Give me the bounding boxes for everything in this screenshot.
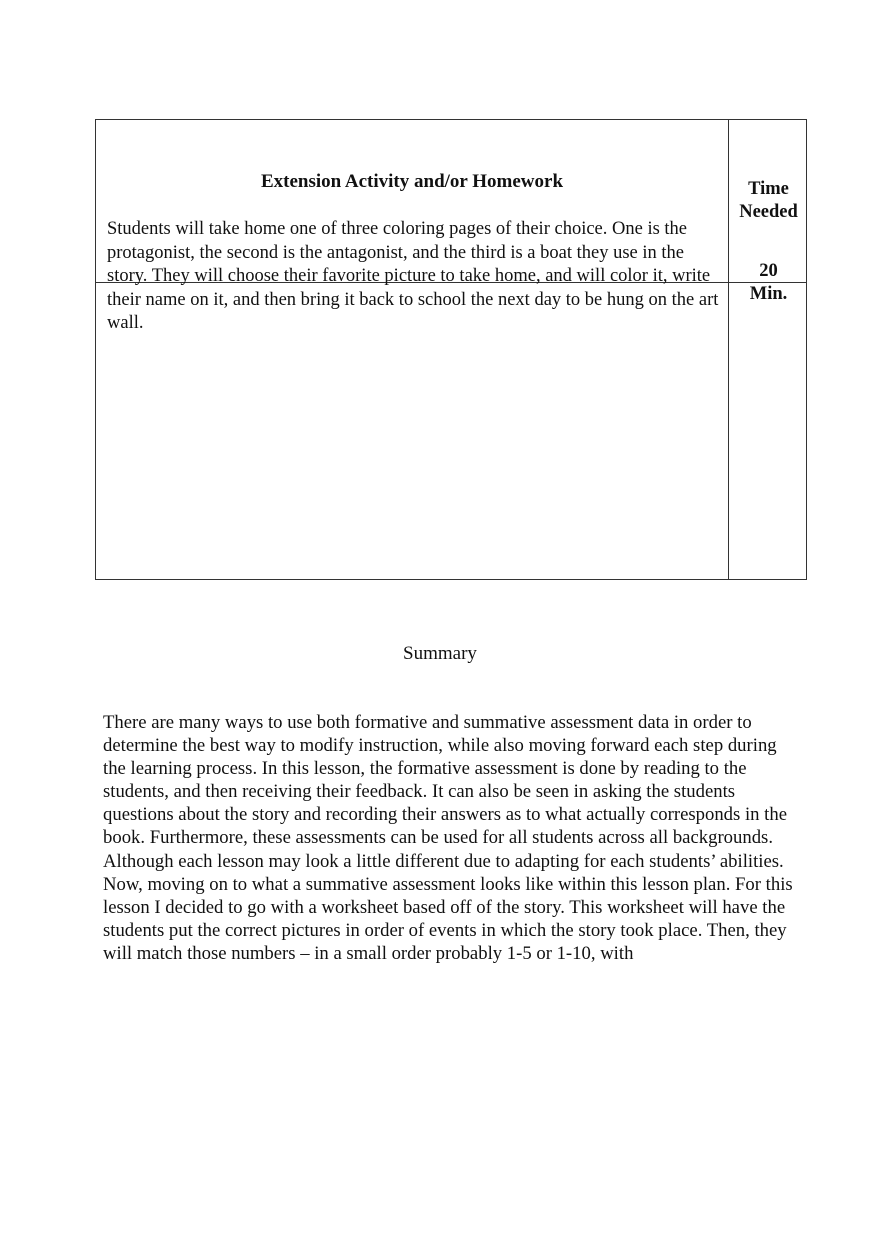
extension-activity-title: Extension Activity and/or Homework xyxy=(260,171,564,192)
extension-activity-text: Students will take home one of three coloring pages of their choice. One is the protagonist, the second is the antagonist, and the third is a boat they use in the story. They will choose their favorite picture to take home, and will color it, write their name on it, and then bring it back to school the next day to be hung on the art wall. xyxy=(107,219,719,333)
time-unit: Min. xyxy=(749,284,788,304)
time-needed-label: Time Needed xyxy=(739,179,798,222)
time-amount: 20 xyxy=(759,261,778,281)
time-needed-value xyxy=(729,260,808,306)
summary-paragraph: There are many ways to use both formative and summative assessment data in order to determine the best way to modify instruction, while also moving forward each step during the learning process. In this lesson, the formative assessment is done by reading to the students, and then receiving their feedback. It can also be seen in asking the students questions about the story and recording their answers as to what actually corresponds in the book. Furthermore, these assessments can be used for all students across all backgrounds. Although each lesson may look a little different due to adapting for each students’ abilities. Now, moving on to what a summative assessment looks like within this lesson plan. For this lesson I decided to go with a worksheet based off of the story. This worksheet will have the students put the correct pictures in order of events in which the story took place. Then, they will match those numbers – in a small order probably 1-5 or 1-10, with xyxy=(103,712,793,964)
summary-heading: Summary xyxy=(403,643,477,664)
extension-activity-table xyxy=(95,119,807,580)
